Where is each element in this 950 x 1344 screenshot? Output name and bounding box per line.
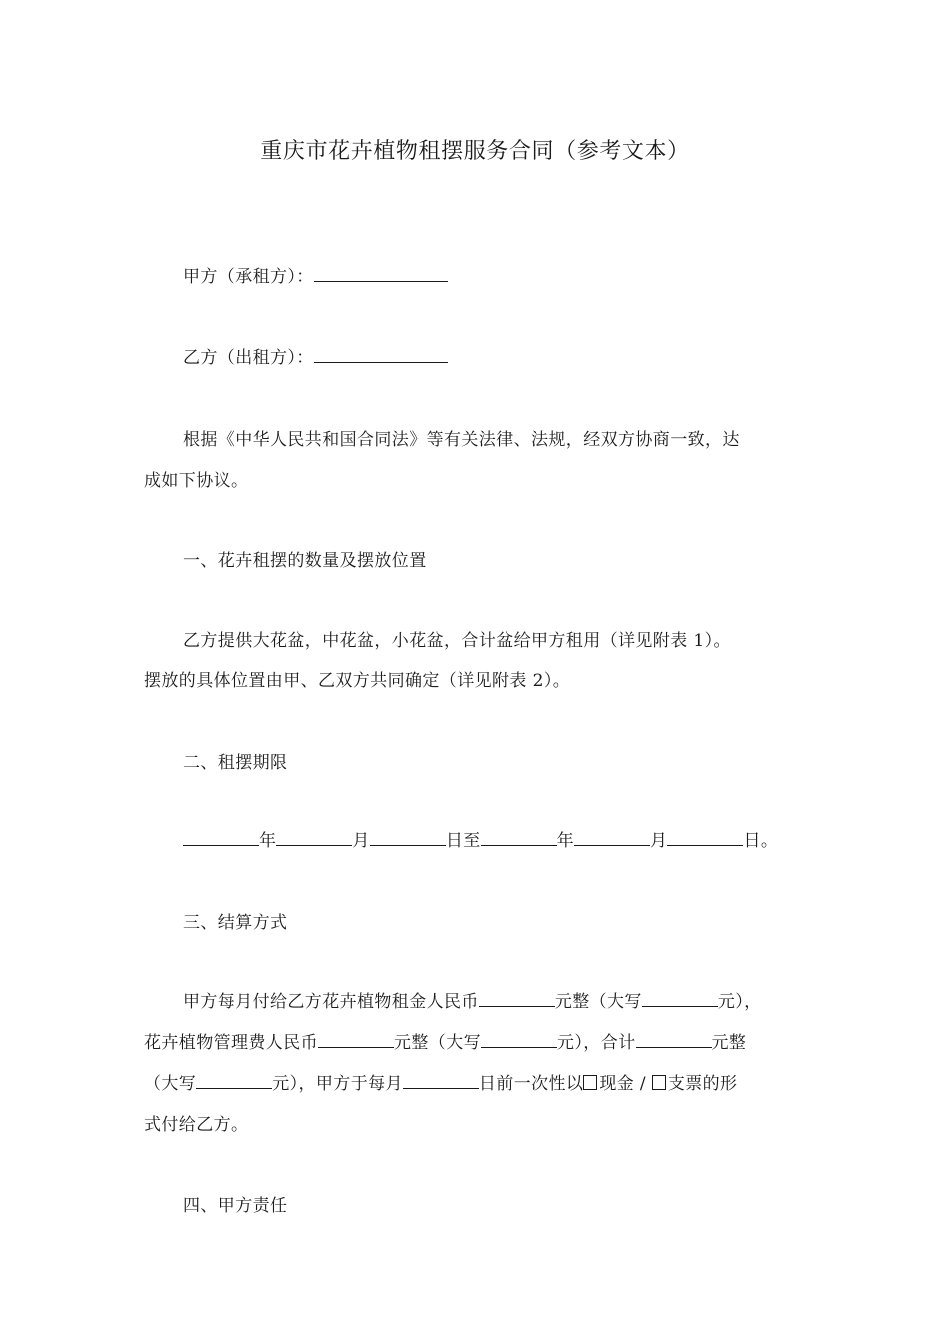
pay-day-label: 元），甲方于每月 [272, 1074, 403, 1094]
fee-label: 花卉植物管理费人民币 [144, 1033, 318, 1053]
party-b-label: 乙方（出租方）： [183, 348, 314, 368]
rent-label: 甲方每月付给乙方花卉植物租金人民币 [183, 992, 479, 1012]
payment-line-3 [144, 1072, 737, 1096]
end-day-label: 日。 [743, 831, 779, 851]
end-month-blank[interactable] [574, 829, 650, 846]
start-month-label: 月 [352, 831, 370, 851]
term-date-line [183, 829, 778, 853]
rent-capital-label: 元整（大写 [554, 992, 642, 1012]
section4-heading: 四、甲方责任 [183, 1196, 288, 1216]
start-day-blank[interactable] [370, 829, 446, 846]
fee-amount-blank[interactable] [318, 1031, 394, 1048]
start-year-blank[interactable] [183, 829, 259, 846]
cash-label: 现金 / [599, 1074, 652, 1094]
pay-day-blank[interactable] [403, 1072, 479, 1089]
document-title: 重庆市花卉植物租摆服务合同（参考文本） [260, 139, 690, 164]
section2-heading: 二、租摆期限 [183, 753, 288, 773]
start-month-blank[interactable] [276, 829, 352, 846]
intro-line-1: 根据《中华人民共和国合同法》等有关法律、法规，经双方协商一致，达 [183, 430, 740, 450]
total-unit-label: 元整 [711, 1033, 747, 1053]
intro-line-2: 成如下协议。 [144, 471, 249, 491]
section1-line-2: 摆放的具体位置由甲、乙双方共同确定（详见附表 2）。 [144, 671, 571, 691]
start-year-label: 年 [259, 831, 277, 851]
party-b-line [183, 346, 448, 370]
party-a-blank[interactable] [314, 265, 448, 282]
fee-capital-label: 元整（大写 [394, 1033, 481, 1053]
payment-line-4: 式付给乙方。 [144, 1115, 249, 1135]
payment-line-2 [144, 1031, 746, 1055]
rent-capital-blank[interactable] [642, 990, 718, 1007]
check-label: 支票的形 [667, 1074, 738, 1094]
end-year-label: 年 [556, 831, 575, 851]
rent-amount-blank[interactable] [479, 990, 555, 1007]
start-day-label: 日至 [445, 831, 481, 851]
payment-line-1 [183, 990, 762, 1014]
check-checkbox[interactable] [652, 1075, 666, 1090]
end-year-blank[interactable] [481, 829, 557, 846]
party-a-label: 甲方（承租方）： [183, 267, 314, 287]
party-b-blank[interactable] [314, 346, 448, 363]
pay-method-label: 日前一次性以 [478, 1074, 584, 1094]
party-a-line [183, 265, 448, 289]
total-amount-blank[interactable] [636, 1031, 712, 1048]
end-month-label: 月 [650, 831, 668, 851]
total-label: 元），合计 [557, 1033, 636, 1053]
cash-checkbox[interactable] [583, 1075, 597, 1090]
total-capital-label: （大写 [144, 1074, 197, 1094]
fee-capital-blank[interactable] [481, 1031, 557, 1048]
rent-unit-label: 元）， [717, 992, 762, 1012]
total-capital-blank[interactable] [196, 1072, 272, 1089]
section3-heading: 三、结算方式 [183, 913, 288, 933]
section1-heading: 一、花卉租摆的数量及摆放位置 [183, 551, 427, 571]
section1-line-1: 乙方提供大花盆，中花盆，小花盆，合计盆给甲方租用（详见附表 1）。 [183, 631, 731, 651]
end-day-blank[interactable] [667, 829, 743, 846]
